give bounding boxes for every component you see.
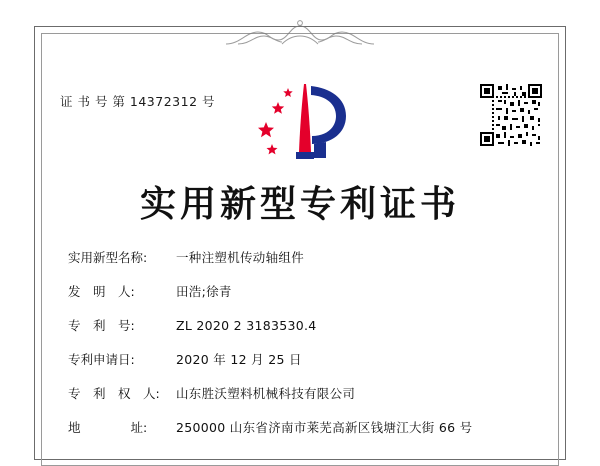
field-value: 一种注塑机传动轴组件 xyxy=(176,250,305,265)
certificate-number: 证 书 号 第 14372312 号 xyxy=(60,94,215,109)
field-value: 250000 山东省济南市莱芜高新区钱塘江大街 66 号 xyxy=(176,420,473,435)
field-row xyxy=(68,418,540,436)
field-label: 实用新型名称: xyxy=(68,250,148,265)
field-value: 山东胜沃塑料机械科技有限公司 xyxy=(176,386,356,401)
ornament-flourish-icon xyxy=(220,14,380,48)
page-title: 实用新型专利证书 xyxy=(139,184,460,225)
field-row xyxy=(68,316,540,334)
field-label: 专 利 号: xyxy=(68,318,135,333)
qr-code xyxy=(480,84,542,146)
field-row xyxy=(68,350,540,368)
field-label: 发 明 人: xyxy=(68,284,135,299)
field-value: 田浩;徐青 xyxy=(176,284,232,299)
cnipa-emblem-icon xyxy=(248,78,356,166)
field-row xyxy=(68,282,540,300)
field-label: 专 利 权 人: xyxy=(68,386,160,401)
field-label: 地 址: xyxy=(68,420,148,435)
certificate-fields xyxy=(68,248,540,452)
field-row xyxy=(68,248,540,266)
field-value: ZL 2020 2 3183530.4 xyxy=(176,318,317,333)
field-row xyxy=(68,384,540,402)
field-label: 专利申请日: xyxy=(68,352,135,367)
field-value: 2020 年 12 月 25 日 xyxy=(176,352,302,367)
